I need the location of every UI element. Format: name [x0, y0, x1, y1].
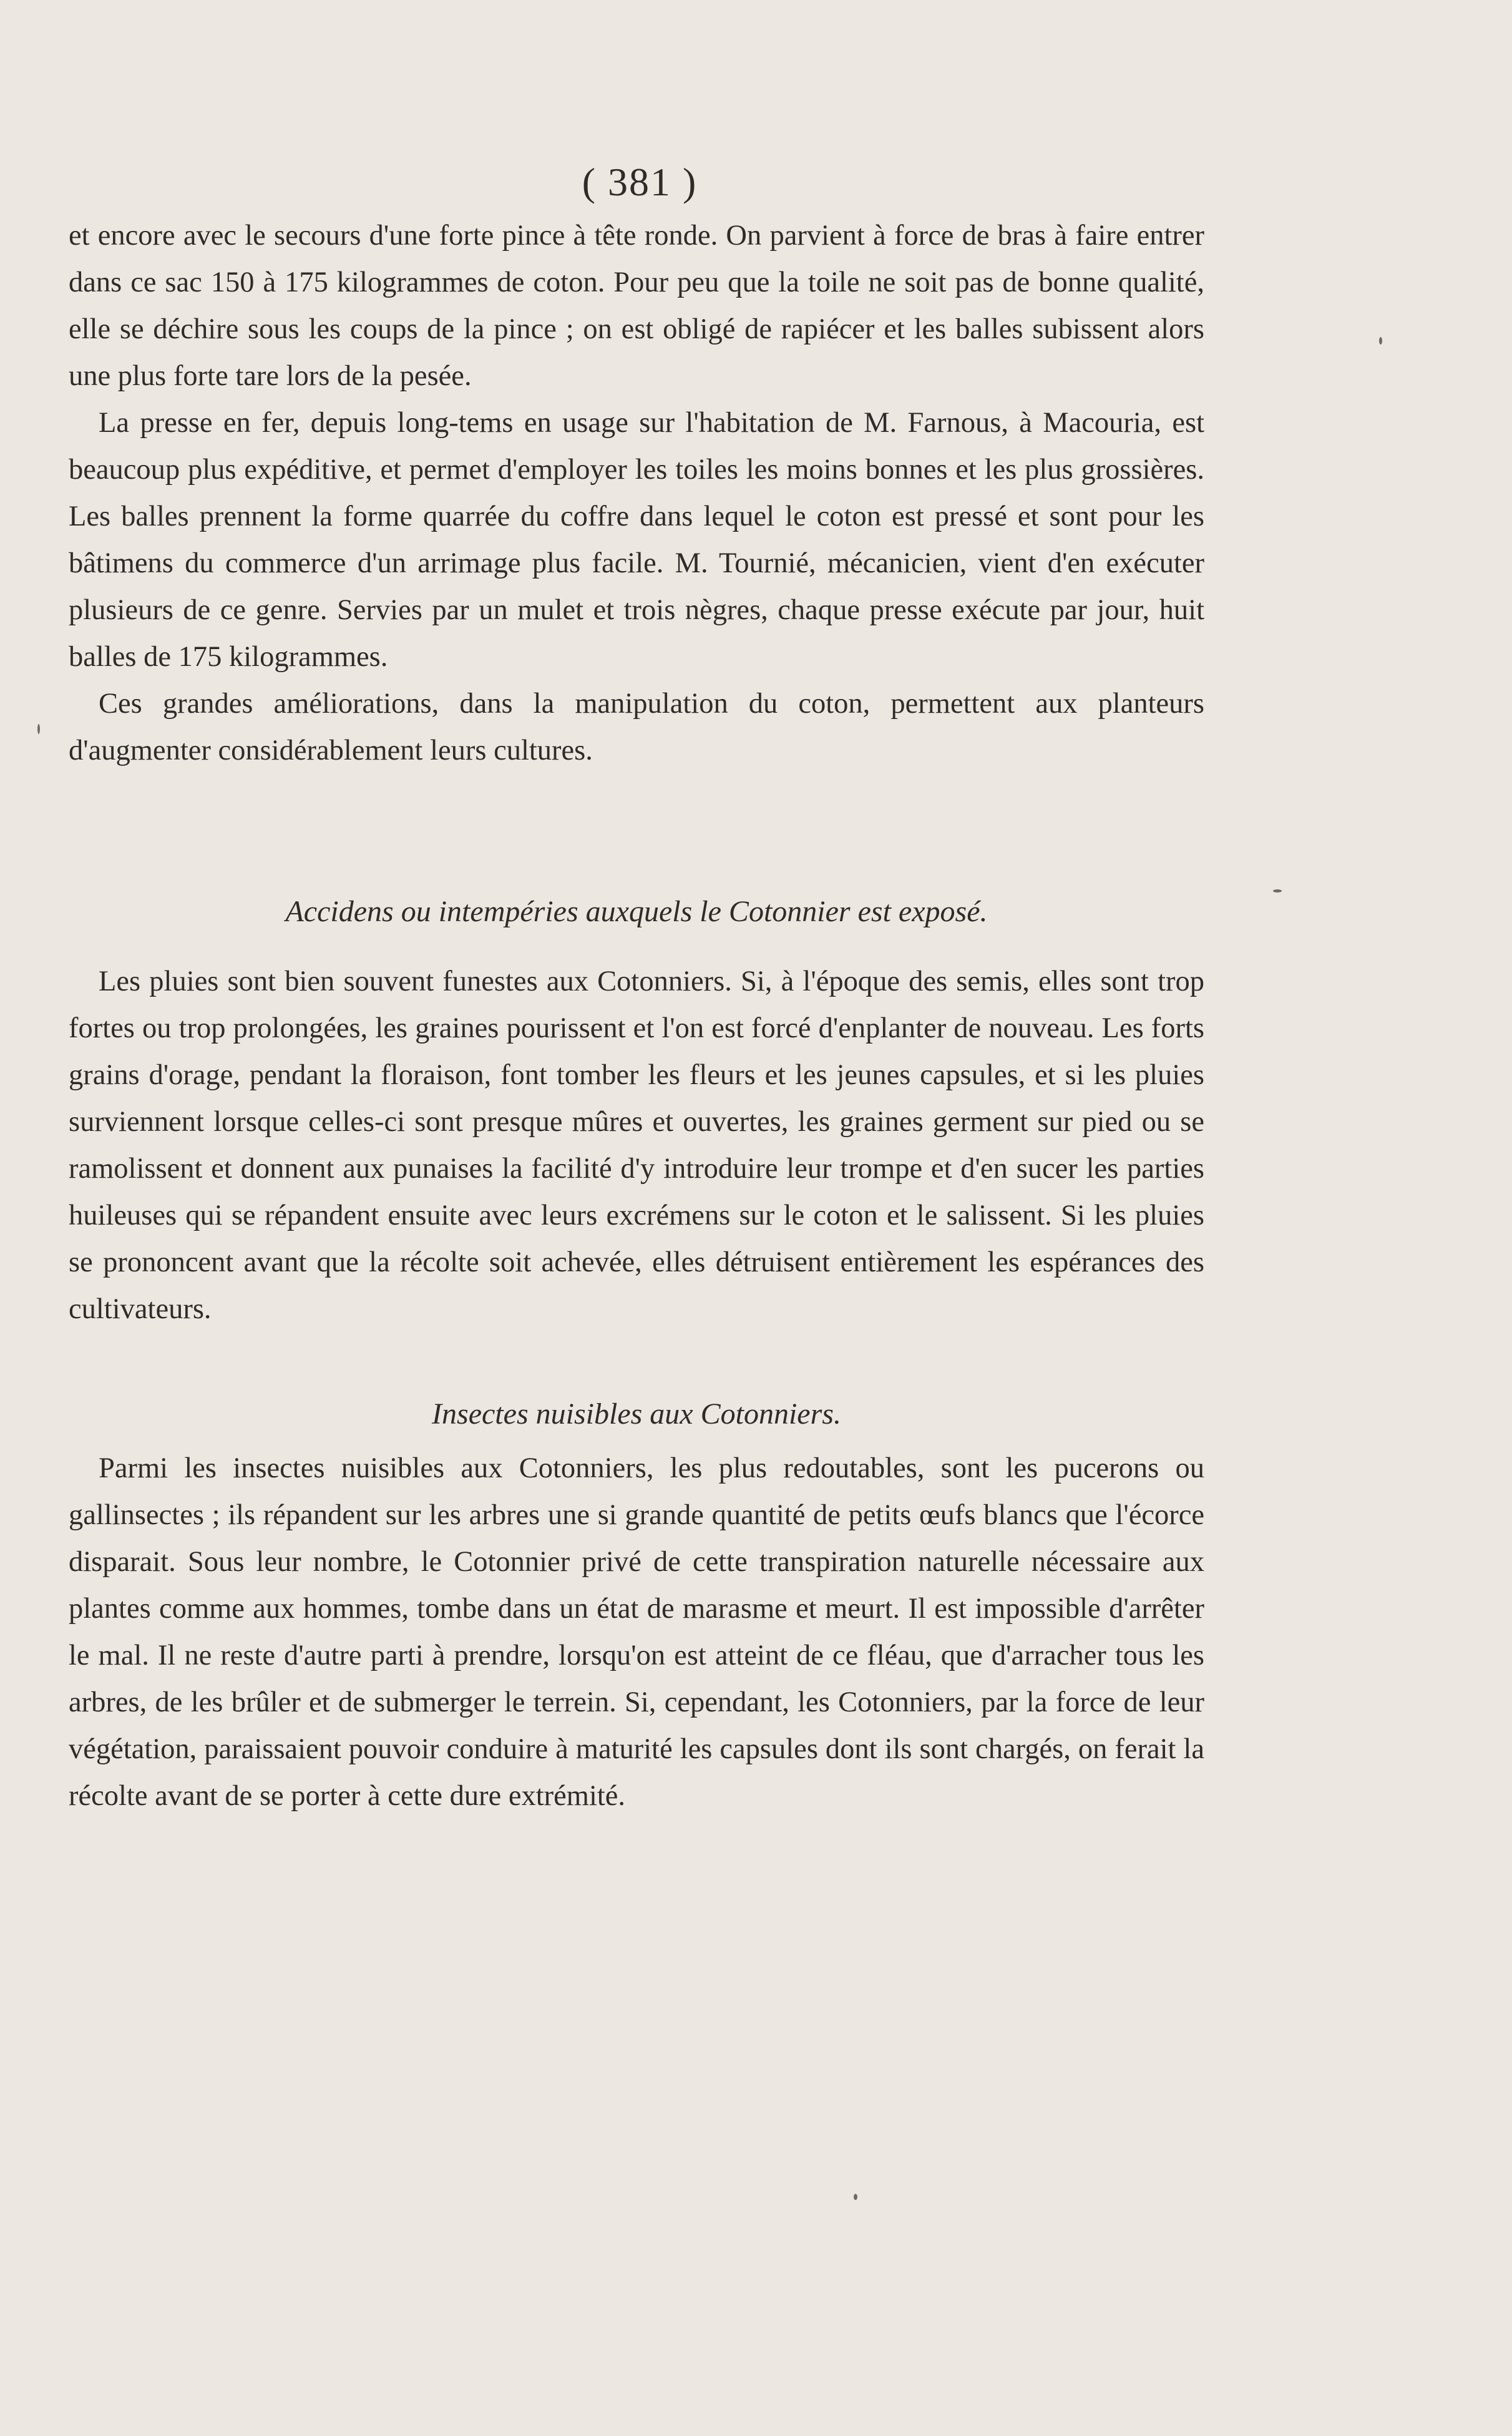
- paper-speck: [37, 724, 40, 734]
- section-heading: Insectes nuisibles aux Cotonniers.: [432, 1397, 841, 1431]
- paragraph: Les pluies sont bien souvent funestes aux Cotonniers. Si, à l'époque des semis, elles sont trop fortes ou trop prolongées, les graines pourissent et l'on est forcé d'enplanter de nouveau. Les forts grains d'orage, pendant la floraison, font tomber les fleurs et les jeunes capsules, et si les pluies surviennent lorsque celles-ci sont presque mûres et ouvertes, les graines germent sur pied ou se ramolissent et donnent aux punaises la facilité d'y introduire leur trompe et d'en sucer les parties huileuses qui se répandent ensuite avec leurs excrémens sur le coton et le salissent. Si les pluies se prononcent avant que la récolte soit achevée, elles détruisent entièrement les espérances des cultivateurs.: [69, 966, 1204, 1325]
- section-heading: Accidens ou intempéries auxquels le Cotonnier est exposé.: [285, 895, 988, 928]
- paper-speck: [1379, 337, 1382, 345]
- section-cotton-packing: [69, 212, 1204, 774]
- section-harmful-insects: [69, 1445, 1204, 1819]
- paper-speck: [1273, 889, 1282, 893]
- page-number: ( 381 ): [582, 160, 698, 204]
- paper-speck: [854, 2194, 857, 2200]
- section-weather-accidents: [69, 958, 1204, 1333]
- paragraph: Parmi les insectes nuisibles aux Cotonniers, les plus redoutables, sont les pucerons ou gallinsectes ; ils répandent sur les arbres une si grande quantité de petits œufs blancs que l'écorce disparait. Sous leur nombre, le Cotonnier privé de cette transpiration naturelle nécessaire aux plantes comme aux hommes, tombe dans un état de marasme et meurt. Il est impossible d'arrêter le mal. Il ne reste d'autre parti à prendre, lorsqu'on est atteint de ce fléau, que d'arracher tous les arbres, de les brûler et de submerger le terrein. Si, cependant, les Cotonniers, par la force de leur végétation, paraissaient pouvoir conduire à maturité les capsules dont ils sont chargés, on ferait la récolte avant de se porter à cette dure extrémité.: [69, 1452, 1204, 1812]
- paragraph: La presse en fer, depuis long-tems en usage sur l'habitation de M. Farnous, à Macouria, est beaucoup plus expéditive, et permet d'employer les toiles les moins bonnes et les plus grossières. Les balles prennent la forme quarrée du coffre dans lequel le coton est pressé et sont pour les bâtimens du commerce d'un arrimage plus facile. M. Tournié, mécanicien, vient d'en exécuter plusieurs de ce genre. Servies par un mulet et trois nègres, chaque presse exécute par jour, huit balles de 175 kilogrammes.: [69, 407, 1204, 673]
- paragraph: et encore avec le secours d'une forte pince à tête ronde. On parvient à force de bras à faire entrer dans ce sac 150 à 175 kilogrammes de coton. Pour peu que la toile ne soit pas de bonne qualité, elle se déchire sous les coups de la pince ; on est obligé de rapiécer et les balles subissent alors une plus forte tare lors de la pesée.: [69, 220, 1204, 392]
- paragraph: Ces grandes améliorations, dans la manipulation du coton, permettent aux planteurs d'augmenter considérablement leurs cultures.: [69, 688, 1204, 766]
